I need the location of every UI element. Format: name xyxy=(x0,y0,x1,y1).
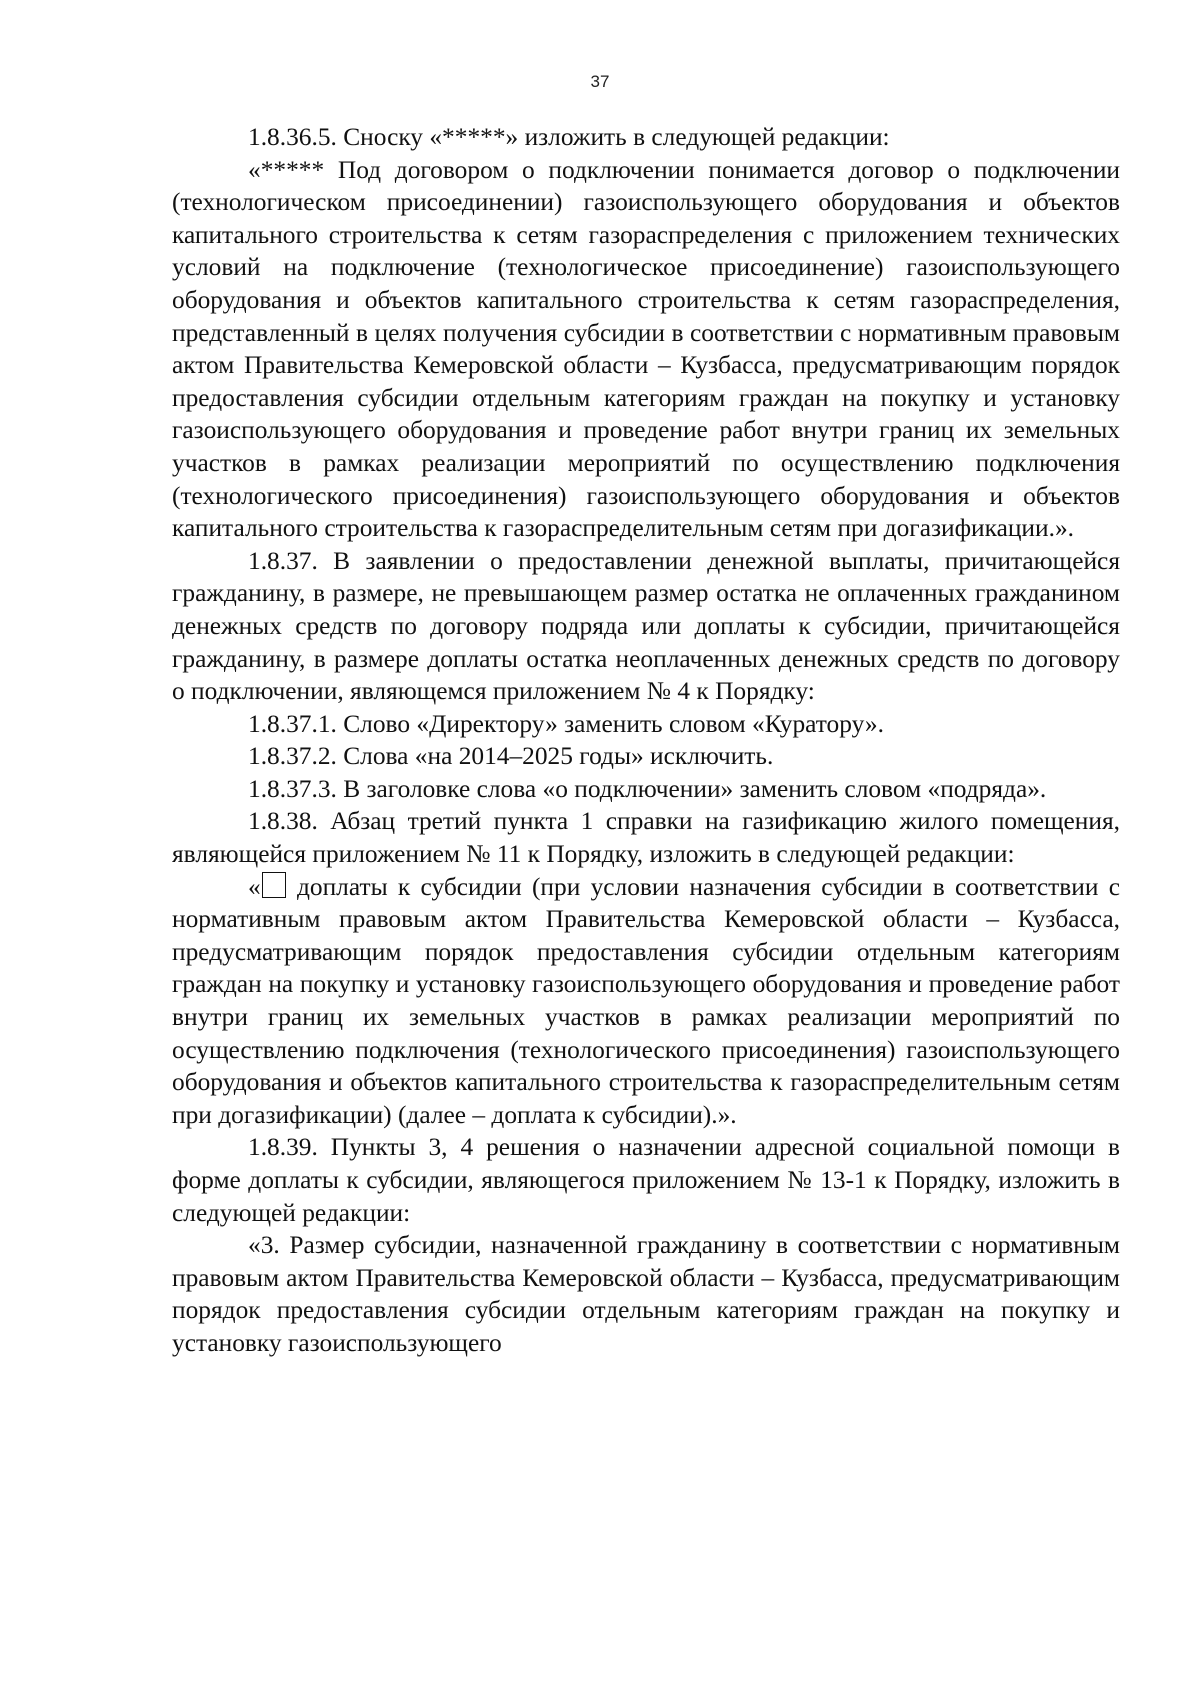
paragraph-1-8-38: 1.8.38. Абзац третий пункта 1 справки на газификацию жилого помещения, являющейся приложением № 11 к Порядку, изложить в следующей редакции: xyxy=(172,807,1120,869)
paragraph-point-3: «3. Размер субсидии, назначенной гражданину в соответствии с нормативным правовым актом Правительства Кемеровской области – Кузбасса, предусматривающим порядок предоставления субсидии отдельным категориям граждан на покупку и установку газоиспользующего xyxy=(172,1231,1120,1357)
paragraph-1-8-37-1: 1.8.37.1. Слово «Директору» заменить словом «Куратору». xyxy=(248,709,884,738)
paragraph-footnote-text: «***** Под договором о подключении понимается договор о подключении (технологическом присоединении) газоиспользующего оборудования и объектов капитального строительства к сетям газораспределения с приложением технических условий на подключение (технологическое присоединение) газоиспользующего оборудования и объектов капитального строительства к сетям газораспределения, представленный в целях получения субсидии в соответствии с нормативным правовым актом Правительства Кемеровской области – Кузбасса, предусматривающим порядок предоставления субсидии отдельным категориям граждан на покупку и установку газоиспользующего оборудования и проведение работ внутри границ их земельных участков в рамках реализации мероприятий по осуществлению подключения (технологического присоединения) газоиспользующего оборудования и объектов капитального строительства к газораспределительным сетям при догазификации.». xyxy=(172,155,1120,543)
open-quote: « xyxy=(248,872,261,901)
paragraph-checkbox-text xyxy=(172,871,1120,1132)
paragraph-1-8-39: 1.8.39. Пункты 3, 4 решения о назначении адресной социальной помощи в форме доплаты к субсидии, являющегося приложением № 13-1 к Порядку, изложить в следующей редакции: xyxy=(172,1133,1120,1227)
page-number: 37 xyxy=(590,72,610,91)
document-body xyxy=(172,121,1120,1360)
paragraph-1-8-36-5: 1.8.36.5. Сноску «*****» изложить в следующей редакции: xyxy=(248,123,890,151)
paragraph-1-8-37: 1.8.37. В заявлении о предоставлении денежной выплаты, причитающейся гражданину, в размере, не превышающем размер остатка не оплаченных гражданином денежных средств по договору подряда или доплаты к субсидии, причитающейся гражданину, в размере доплаты остатка неоплаченных денежных средств по договору о подключении, являющемся приложением № 4 к Порядку: xyxy=(172,546,1120,706)
empty-checkbox-icon xyxy=(262,872,286,898)
checkbox-paragraph-text: доплаты к субсидии (при условии назначения субсидии в соответствии с нормативным правовым актом Правительства Кемеровской области – Кузбасса, предусматривающим порядок предоставления субсидии отдельным категориям граждан на покупку и установку газоиспользующего оборудования и проведение работ внутри границ их земельных участков в рамках реализации мероприятий по осуществлению подключения (технологического присоединения) газоиспользующего оборудования и объектов капитального строительства к газораспределительным сетям при догазификации) (далее – доплата к субсидии).». xyxy=(172,872,1120,1129)
paragraph-1-8-37-3: 1.8.37.3. В заголовке слова «о подключении» заменить словом «подряда». xyxy=(248,774,1047,803)
paragraph-1-8-37-2: 1.8.37.2. Слова «на 2014–2025 годы» исключить. xyxy=(248,742,774,771)
